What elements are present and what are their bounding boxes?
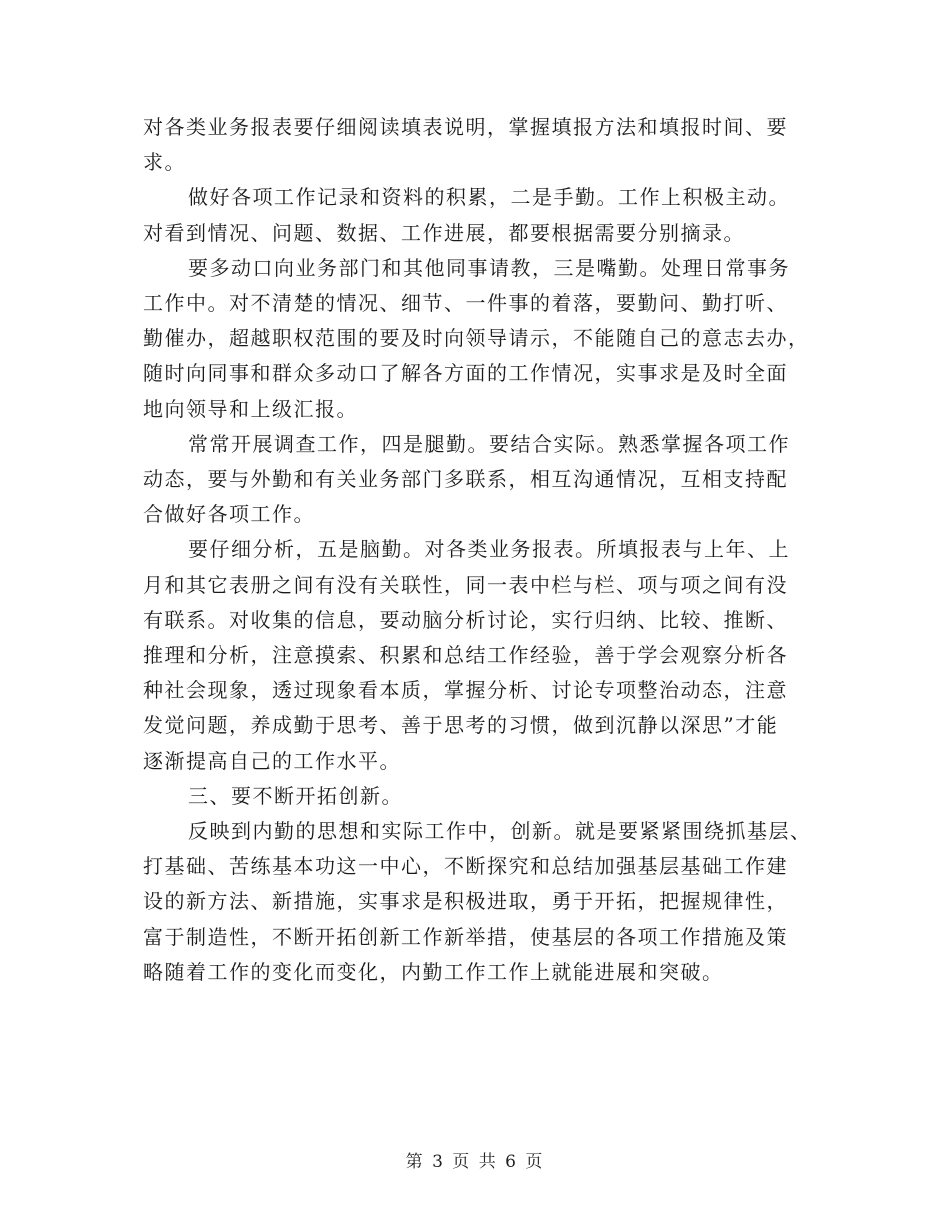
text-line: 推理和分析，注意摸索、积累和总结工作经验，善于学会观察分析各: [143, 643, 788, 668]
page-number-footer: 第 3 页 共 6 页: [405, 1152, 545, 1172]
text-line: 打基础、苦练基本功这一中心，不断探究和总结加强基层基础工作建: [143, 854, 788, 879]
paragraph: [143, 532, 823, 778]
paragraph: [143, 180, 823, 250]
text-line: 略随着工作的变化而变化，内勤工作工作上就能进展和突破。: [143, 959, 724, 984]
text-line: 发觉问题，养成勤于思考、善于思考的习惯，做到沉静以深思”才能: [143, 713, 779, 738]
text-line: 工作中。对不清楚的情况、细节、一件事的着落，要勤问、勤打听、: [143, 291, 788, 316]
text-line: 合做好各项工作。: [143, 502, 315, 527]
text-line: 要仔细分析，五是脑勤。对各类业务报表。所填报表与上年、上: [188, 537, 790, 562]
text-line: 有联系。对收集的信息，要动脑分析讨论，实行归纳、比较、推断、: [143, 607, 788, 632]
paragraph: [143, 779, 823, 814]
text-line: 要多动口向业务部门和其他同事请教，三是嘴勤。处理日常事务: [188, 255, 790, 280]
text-line: 常常开展调查工作，四是腿勤。要结合实际。熟悉掌握各项工作: [188, 431, 790, 456]
text-line: 月和其它表册之间有没有关联性，同一表中栏与栏、项与项之间有没: [143, 572, 788, 597]
text-line: 做好各项工作记录和资料的积累，二是手勤。工作上积极主动。: [188, 185, 790, 210]
text-line: 对各类业务报表要仔细阅读填表说明，掌握填报方法和填报时间、要: [143, 115, 788, 139]
paragraph: [143, 427, 823, 533]
text-line: 逐渐提高自己的工作水平。: [143, 748, 401, 773]
text-line: 反映到内勤的思想和实际工作中，创新。就是要紧紧围绕抓基层、: [188, 819, 812, 844]
text-line: 求。: [143, 150, 186, 175]
text-line: 随时向同事和群众多动口了解各方面的工作情况，实事求是及时全面: [143, 361, 788, 386]
text-line: 地向领导和上级汇报。: [143, 396, 358, 421]
text-line: 三、要不断开拓创新。: [188, 783, 403, 808]
text-line: 种社会现象，透过现象看本质，掌握分析、讨论专项整治动态，注意: [143, 678, 788, 703]
paragraph: [143, 814, 823, 990]
text-line: 勤催办，超越职权范围的要及时向领导请示，不能随自己的意志去办，: [143, 326, 810, 351]
text-line: 富于制造性，不断开拓创新工作新举措，使基层的各项工作措施及策: [143, 924, 788, 949]
text-line: 对看到情况、问题、数据、工作进展，都要根据需要分别摘录。: [143, 220, 745, 245]
text-line: 设的新方法、新措施，实事求是积极进取，勇于开拓，把握规律性，: [143, 889, 788, 914]
paragraph: [143, 110, 823, 180]
text-line: 动态，要与外勤和有关业务部门多联系，相互沟通情况，互相支持配: [143, 467, 788, 492]
document-body: [143, 110, 823, 990]
paragraph: [143, 251, 823, 427]
